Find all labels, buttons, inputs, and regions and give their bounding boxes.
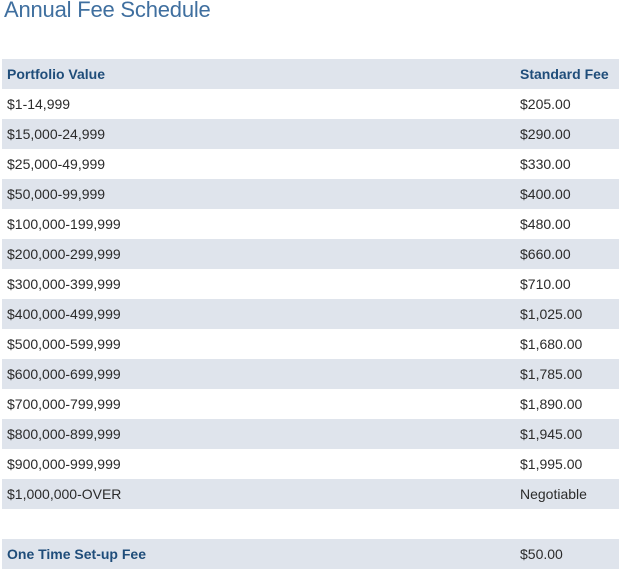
portfolio-value-cell: $700,000-799,999 bbox=[7, 396, 121, 412]
portfolio-value-cell: $100,000-199,999 bbox=[7, 216, 121, 232]
table-row bbox=[2, 419, 619, 449]
table-row bbox=[2, 149, 619, 179]
portfolio-value-cell: $600,000-699,999 bbox=[7, 366, 121, 382]
standard-fee-cell: $1,785.00 bbox=[520, 366, 583, 382]
portfolio-value-cell: $500,000-599,999 bbox=[7, 336, 121, 352]
table-row bbox=[2, 119, 619, 149]
standard-fee-cell: $480.00 bbox=[520, 216, 571, 232]
table-row bbox=[2, 359, 619, 389]
portfolio-value-cell: $200,000-299,999 bbox=[7, 246, 121, 262]
standard-fee-cell: $400.00 bbox=[520, 186, 571, 202]
table-row bbox=[2, 179, 619, 209]
standard-fee-cell: $1,025.00 bbox=[520, 306, 583, 322]
standard-fee-cell: $205.00 bbox=[520, 96, 571, 112]
table-row bbox=[2, 209, 619, 239]
table-header-row bbox=[2, 59, 619, 89]
standard-fee-cell: $1,680.00 bbox=[520, 336, 583, 352]
table-row bbox=[2, 269, 619, 299]
fee-table bbox=[2, 59, 619, 569]
portfolio-value-cell: $900,000-999,999 bbox=[7, 456, 121, 472]
table-row bbox=[2, 479, 619, 509]
standard-fee-cell: $1,890.00 bbox=[520, 396, 583, 412]
standard-fee-cell: Negotiable bbox=[520, 486, 587, 502]
portfolio-value-cell: $15,000-24,999 bbox=[7, 126, 106, 142]
portfolio-value-cell: $1,000,000-OVER bbox=[7, 486, 122, 502]
standard-fee-cell: $1,945.00 bbox=[520, 426, 583, 442]
table-row bbox=[2, 449, 619, 479]
page-title: Annual Fee Schedule bbox=[4, 0, 211, 22]
table-row bbox=[2, 389, 619, 419]
setup-fee-amount: $50.00 bbox=[520, 546, 563, 562]
standard-fee-cell: $660.00 bbox=[520, 246, 571, 262]
portfolio-value-cell: $300,000-399,999 bbox=[7, 276, 121, 292]
portfolio-value-cell: $25,000-49,999 bbox=[7, 156, 106, 172]
portfolio-value-cell: $400,000-499,999 bbox=[7, 306, 121, 322]
table-row bbox=[2, 239, 619, 269]
standard-fee-cell: $330.00 bbox=[520, 156, 571, 172]
table-row bbox=[2, 329, 619, 359]
setup-fee-label: One Time Set-up Fee bbox=[7, 546, 146, 562]
portfolio-value-header: Portfolio Value bbox=[7, 66, 106, 82]
table-spacer bbox=[2, 509, 619, 539]
portfolio-value-cell: $50,000-99,999 bbox=[7, 186, 106, 202]
portfolio-value-cell: $800,000-899,999 bbox=[7, 426, 121, 442]
table-row bbox=[2, 299, 619, 329]
standard-fee-header: Standard Fee bbox=[520, 66, 609, 82]
standard-fee-cell: $290.00 bbox=[520, 126, 571, 142]
standard-fee-cell: $710.00 bbox=[520, 276, 571, 292]
table-row bbox=[2, 89, 619, 119]
portfolio-value-cell: $1-14,999 bbox=[7, 96, 71, 112]
standard-fee-cell: $1,995.00 bbox=[520, 456, 583, 472]
setup-fee-row bbox=[2, 539, 619, 569]
